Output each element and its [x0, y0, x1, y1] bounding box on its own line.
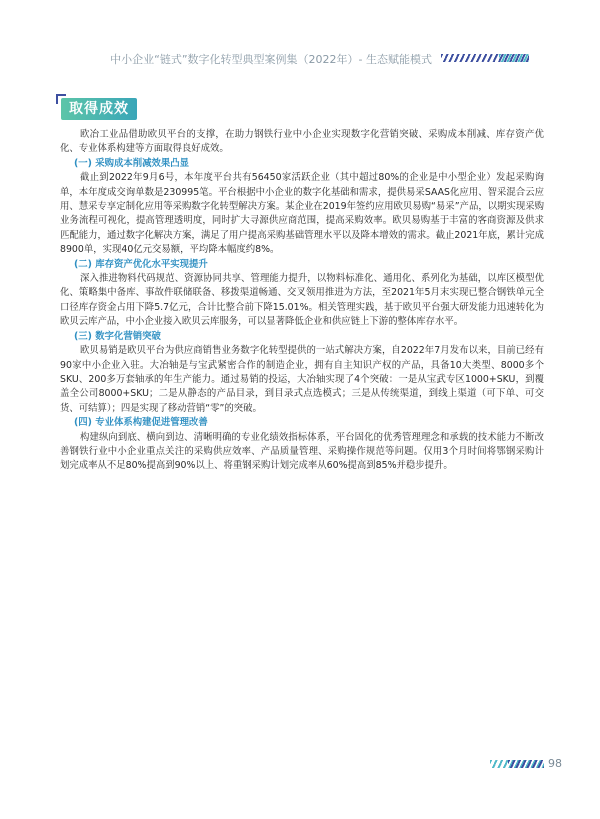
- section-tag: [61, 98, 137, 120]
- subheading-2: (二) 库存资产优化水平实现提升: [74, 258, 208, 270]
- paragraph-3: 欧贝易销是欧贝平台为供应商销售业务数字化转型提供的一站式解决方案，自2022年7月发布以来，目前已经有90家中小企业入驻。大冶轴是与宝武紧密合作的制造企业，拥有自主知识产权的产品，具备10大类型、8000多个SKU、200多万套轴承的年生产能力。通过易销的投运，大冶轴实现了4个突破：一是从宝武专区1000+SKU，到覆盖全公司8000+SKU；二是从静态的产品目录，到目录式点选模式；三是从传统渠道，到线上渠道（可下单、可交货、可结算）；四是实现了移动营销“零”的突破。: [60, 345, 544, 414]
- paragraph-2: 深入推进物料代码规范、资源协同共享、管理能力提升，以物料标准化、通用化、系列化为基础，以库区模型优化、策略集中备库、事故件联储联备、移拨渠道畅通、交叉领用推进为方法，至2021年5月末实现已整合钢铁单元全口径库存资金占用下降5.7亿元，合计比整合前下降15.01%。相关管理实践，基于欧贝平台强大研发能力迅速转化为欧贝云库产品，中小企业接入欧贝云库服务，可以显著降低企业和供应链上下游的整体库存水平。: [60, 273, 544, 328]
- subheading-4: (四) 专业体系构建促进管理改善: [74, 417, 208, 429]
- section-tag-label: 取得成效: [69, 101, 129, 117]
- subheading-1: (一) 采购成本削减效果凸显: [74, 157, 189, 169]
- header-stripes-decoration: [441, 54, 529, 62]
- body-content: [60, 128, 544, 474]
- paragraph-1: 截止到2022年9月6号，本年度平台共有56450家活跃企业（其中超过80%的企业是中小型企业）发起采购询单，本年度成交询单数是230995笔。平台根据中小企业的数字化基础和需求，提供易采SAAS化应用、智采混合云应用、慧采专享定制化应用等采购数字化转型解决方案。某企业在2019年签约应用欧贝易购“易采”产品，以期实现采购业务流程可视化，提高管理透明度，同时扩大寻源供应商范围，提高采购效率。欧贝易购基于丰富的客商资源及供求匹配能力，通过数字化解决方案，满足了用户提高采购基础管理水平以及降本增效的需求。截止2021年底，累计完成8900单，实现40亿元交易额，平均降本幅度约8%。: [60, 172, 544, 256]
- footer-stripes-decoration: [490, 760, 544, 768]
- paragraph-4: 构建纵向到底、横向到边、清晰明确的专业化绩效指标体系，平台固化的优秀管理理念和承载的技术能力不断改善钢铁行业中小企业重点关注的采购供应效率、产品质量管理、采购操作规范等问题。仅用3个月时间将鄂钢采购计划完成率从不足80%提高到90%以上、将重钢采购计划完成率从60%提高到85%并稳步提升。: [60, 431, 544, 472]
- intro-paragraph: 欧冶工业品借助欧贝平台的支撑，在助力钢铁行业中小企业实现数字化营销突破、采购成本削减、库存资产优化、专业体系构建等方面取得良好成效。: [60, 129, 544, 155]
- page-header: [0, 50, 600, 68]
- page-footer: [0, 757, 600, 771]
- header-title: 中小企业“链式”数字化转型典型案例集（2022年）- 生态赋能模式: [110, 53, 432, 66]
- subheading-3: (三) 数字化营销突破: [74, 330, 161, 342]
- page-number: 98: [548, 757, 562, 770]
